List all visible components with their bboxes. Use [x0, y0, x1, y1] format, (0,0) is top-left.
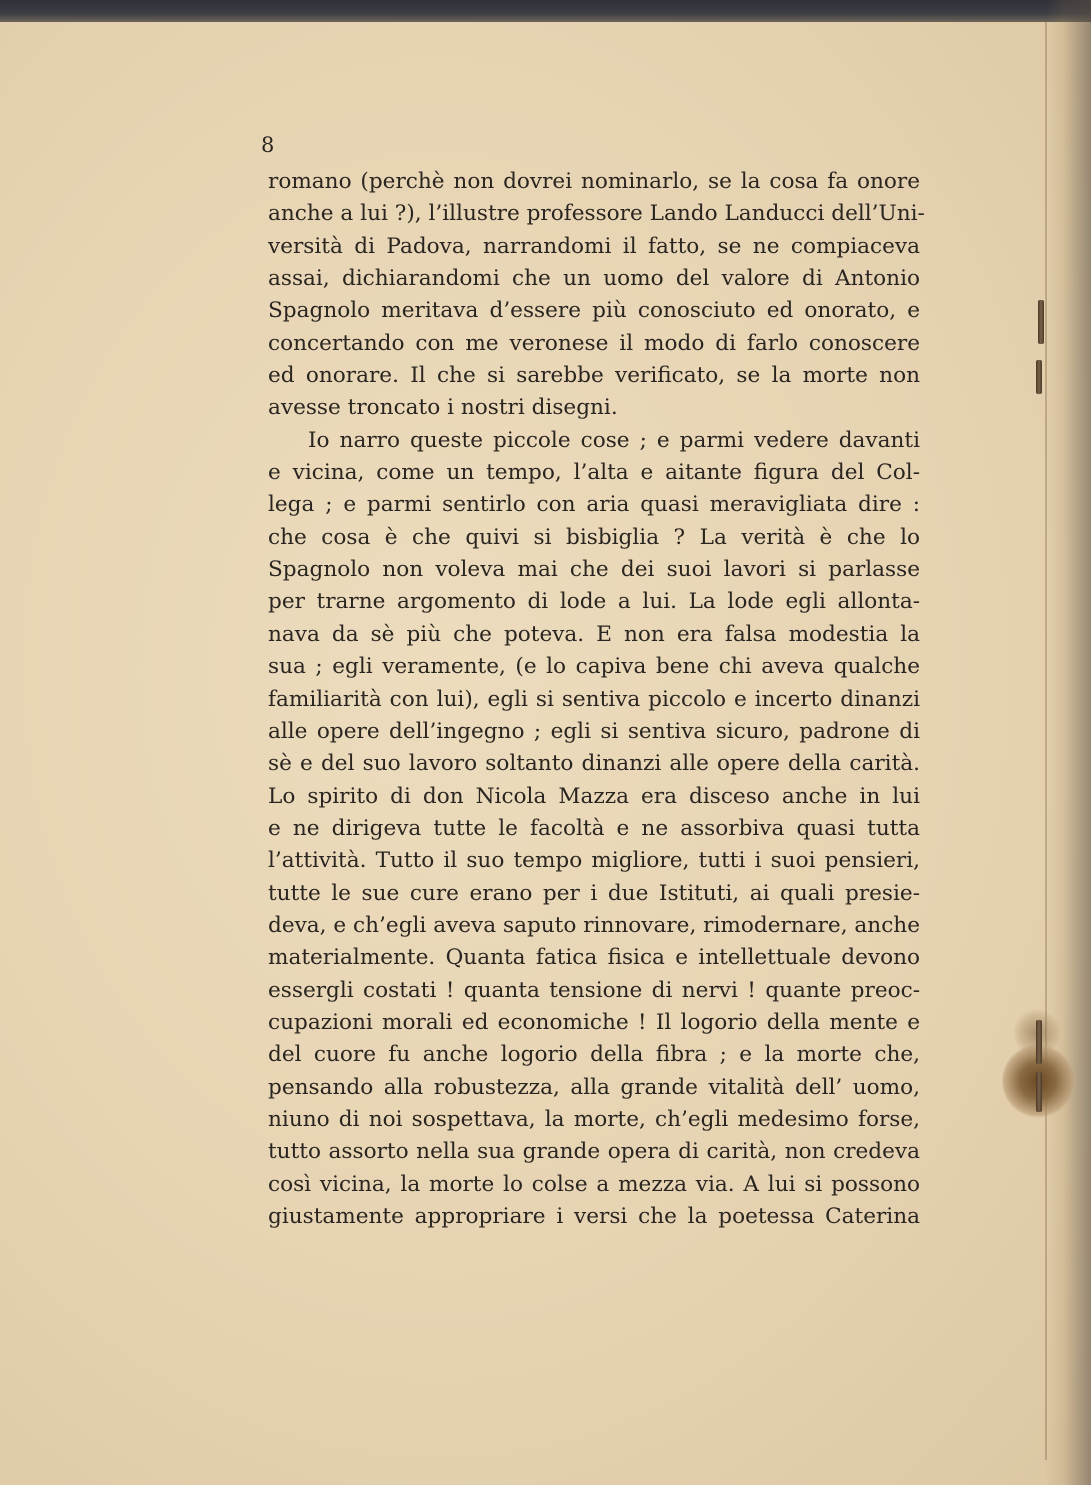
text-line: giustamente appropriare i versi che la poetessa Caterina	[268, 1204, 920, 1229]
text-line: cupazioni morali ed economiche ! Il logorio della mente e	[268, 1009, 920, 1035]
text-line: e vicina, come un tempo, l’alta e aitante figura del Col-	[268, 460, 920, 486]
text-line: del cuore fu anche logorio della fibra ; e la morte che,	[268, 1042, 920, 1068]
staple-mark-3	[1036, 1020, 1042, 1064]
text-line: ed onorare. Il che si sarebbe verificato, se la morte non	[268, 363, 920, 389]
text-line: l’attività. Tutto il suo tempo migliore, tutti i suoi pensieri,	[268, 848, 920, 874]
text-line: sè e del suo lavoro soltanto dinanzi alle opere della carità.	[268, 751, 920, 777]
staple-mark-1	[1038, 300, 1044, 344]
staple-mark-2	[1036, 360, 1042, 394]
text-line: concertando con me veronese il modo di farlo conoscere	[268, 330, 920, 356]
text-line: che cosa è che quivi si bisbiglia ? La verità è che lo	[268, 524, 920, 550]
binding-fold	[1045, 20, 1047, 1460]
text-line: per trarne argomento di lode a lui. La lode egli allonta-	[268, 589, 920, 615]
text-line: nava da sè più che poteva. E non era falsa modestia la	[268, 621, 920, 647]
text-line: assai, dichiarandomi che un uomo del valore di Antonio	[268, 266, 920, 292]
staple-mark-4	[1036, 1072, 1042, 1112]
text-line: e ne dirigeva tutte le facoltà e ne assorbiva quasi tutta	[268, 815, 920, 841]
text-line: anche a lui ?), l’illustre professore Lando Landucci dell’Uni-	[268, 201, 925, 227]
paragraph-start-line: Io narro queste piccole cose ; e parmi vedere davanti	[308, 427, 920, 453]
text-line: Spagnolo non voleva mai che dei suoi lavori si parlasse	[268, 557, 920, 583]
text-line: tutte le sue cure erano per i due Istituti, ai quali presie-	[268, 880, 920, 906]
page-edge-shadow	[1045, 0, 1091, 1485]
paragraph-end-line: avesse troncato i nostri disegni.	[268, 395, 618, 421]
text-line: alle opere dell’ingegno ; egli si sentiva sicuro, padrone di	[268, 718, 920, 744]
text-line: familiarità con lui), egli si sentiva piccolo e incerto dinanzi	[268, 686, 920, 712]
text-line: materialmente. Quanta fatica fisica e intellettuale devono	[268, 945, 920, 971]
text-line: versità di Padova, narrandomi il fatto, se ne compiaceva	[268, 233, 920, 259]
text-line: lega ; e parmi sentirlo con aria quasi meravigliata dire :	[268, 492, 920, 518]
text-line: Spagnolo meritava d’essere più conosciuto ed onorato, e	[268, 298, 920, 324]
text-line: tutto assorto nella sua grande opera di carità, non credeva	[268, 1139, 920, 1165]
body-text	[268, 166, 925, 1233]
text-line: niuno di noi sospettava, la morte, ch’egli medesimo forse,	[268, 1106, 920, 1132]
page-number: 8	[261, 133, 275, 157]
text-line: essergli costati ! quanta tensione di nervi ! quante preoc-	[268, 977, 920, 1003]
text-line: pensando alla robustezza, alla grande vitalità dell’ uomo,	[268, 1074, 920, 1100]
text-line: romano (perchè non dovrei nominarlo, se la cosa fa onore	[268, 169, 920, 194]
text-line: deva, e ch’egli aveva saputo rinnovare, rimodernare, anche	[268, 912, 920, 938]
text-line: così vicina, la morte lo colse a mezza via. A lui si possono	[268, 1171, 920, 1197]
text-line: Lo spirito di don Nicola Mazza era disceso anche in lui	[268, 783, 920, 809]
text-line: sua ; egli veramente, (e lo capiva bene chi aveva qualche	[268, 654, 920, 680]
scan-border-top	[0, 0, 1091, 22]
